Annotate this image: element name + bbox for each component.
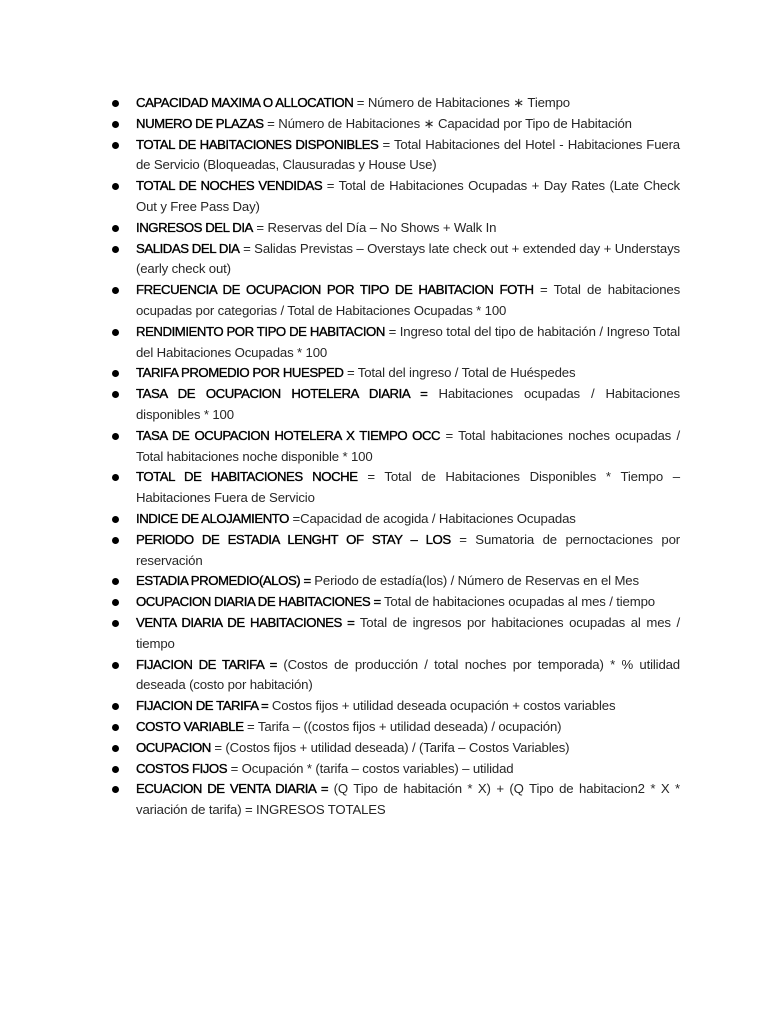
formula-term: FRECUENCIA DE OCUPACION POR TIPO DE HABITACION FOTH — [136, 282, 534, 298]
formula-term: SALIDAS DEL DIA — [136, 240, 240, 256]
formula-term: TASA DE OCUPACION HOTELERA DIARIA = — [136, 386, 428, 402]
formula-term: VENTA DIARIA DE HABITACIONES = — [136, 614, 355, 630]
list-item — [108, 613, 680, 655]
formula-definition: = Número de Habitaciones ∗ Capacidad por Tipo de Habitación — [263, 115, 632, 131]
bullet-icon — [112, 578, 119, 585]
formula-definition: (Q Tipo de habitación * X) + (Q Tipo de habitacion2 * X * variación de tarifa) = INGRESOS TOTALES — [136, 781, 680, 818]
formula-term: COSTO VARIABLE — [136, 718, 244, 734]
formula-definition: = Total del ingreso / Total de Huéspedes — [343, 365, 576, 381]
formula-term: TARIFA PROMEDIO POR HUESPED — [136, 365, 344, 381]
list-item — [108, 114, 680, 135]
formula-definition: =Capacidad de acogida / Habitaciones Ocupadas — [289, 510, 576, 526]
formula-term: TOTAL DE HABITACIONES DISPONIBLES — [136, 136, 379, 152]
bullet-icon — [112, 662, 119, 669]
formula-term: FIJACION DE TARIFA = — [136, 656, 277, 672]
bullet-icon — [112, 703, 119, 710]
formula-definition: Total de ingresos por habitaciones ocupadas al mes / tiempo — [136, 614, 680, 651]
list-item — [108, 759, 680, 780]
bullet-icon — [112, 329, 119, 336]
list-item — [108, 93, 680, 114]
list-item — [108, 280, 680, 322]
formula-term: CAPACIDAD MAXIMA O ALLOCATION — [136, 95, 354, 110]
list-item — [108, 738, 680, 759]
formula-definition: Costos fijos + utilidad deseada ocupación + costos variables — [268, 698, 616, 714]
formula-term: ESTADIA PROMEDIO(ALOS) = — [136, 573, 311, 589]
formula-definition: Habitaciones ocupadas / Habitaciones disponibles * 100 — [136, 386, 680, 422]
bullet-icon — [112, 786, 119, 793]
formula-definition: = Reservas del Día – No Shows + Walk In — [252, 219, 497, 235]
formula-definition: = Total de Habitaciones Ocupadas + Day Rates (Late Check Out y Free Pass Day) — [136, 178, 680, 214]
list-item — [108, 218, 680, 239]
list-item — [108, 655, 680, 697]
bullet-icon — [112, 100, 119, 107]
formula-definition: = Sumatoria de pernoctaciones por reservación — [136, 531, 680, 568]
list-item — [108, 384, 680, 426]
list-item — [108, 467, 680, 509]
bullet-icon — [112, 142, 119, 149]
list-item — [108, 135, 680, 177]
formula-definition: = Total de Habitaciones Disponibles * Tiempo – Habitaciones Fuera de Servicio — [136, 469, 680, 506]
bullet-icon — [112, 433, 119, 440]
bullet-icon — [112, 121, 119, 128]
formula-term: TASA DE OCUPACION HOTELERA X TIEMPO OCC — [136, 427, 441, 443]
formula-term: TOTAL DE HABITACIONES NOCHE — [136, 469, 358, 485]
list-item — [108, 239, 680, 281]
formula-term: RENDIMIENTO POR TIPO DE HABITACION — [136, 323, 385, 339]
list-item — [108, 176, 680, 218]
formula-definition: Periodo de estadía(los) / Número de Reservas en el Mes — [310, 573, 639, 589]
bullet-icon — [112, 537, 119, 544]
formula-term: INGRESOS DEL DIA — [136, 219, 253, 235]
bullet-icon — [112, 724, 119, 731]
list-item — [108, 571, 680, 592]
formula-term: TOTAL DE NOCHES VENDIDAS — [136, 178, 323, 194]
bullet-icon — [112, 183, 119, 190]
formula-definition: = Ingreso total del tipo de habitación / Ingreso Total del Habitaciones Ocupadas * 100 — [136, 323, 680, 360]
formula-list — [108, 93, 680, 821]
formula-term: INDICE DE ALOJAMIENTO — [136, 510, 289, 526]
formula-definition: = (Costos fijos + utilidad deseada) / (Tarifa – Costos Variables) — [210, 739, 570, 755]
formula-term: NUMERO DE PLAZAS — [136, 115, 264, 131]
bullet-icon — [112, 516, 119, 523]
formula-definition: = Tarifa – ((costos fijos + utilidad deseada) / ocupación) — [243, 718, 562, 734]
formula-definition: = Total habitaciones noches ocupadas / Total habitaciones noche disponible * 100 — [136, 427, 680, 464]
list-item — [108, 509, 680, 530]
formula-definition: = Total de habitaciones ocupadas por categorias / Total de Habitaciones Ocupadas * 100 — [136, 282, 681, 318]
list-item — [108, 696, 680, 717]
list-item — [108, 530, 680, 572]
bullet-icon — [112, 370, 119, 377]
formula-definition: = Ocupación * (tarifa – costos variables) – utilidad — [227, 760, 514, 776]
bullet-icon — [112, 474, 119, 481]
list-item — [108, 717, 680, 738]
formula-definition: = Número de Habitaciones ∗ Tiempo — [353, 95, 570, 110]
bullet-icon — [112, 599, 119, 606]
bullet-icon — [112, 225, 119, 232]
bullet-icon — [112, 287, 119, 294]
list-item — [108, 592, 680, 613]
bullet-icon — [112, 766, 119, 773]
formula-definition: Total de habitaciones ocupadas al mes / tiempo — [380, 594, 655, 610]
list-item — [108, 322, 680, 364]
list-item — [108, 779, 680, 821]
formula-term: ECUACION DE VENTA DIARIA = — [136, 781, 329, 797]
list-item — [108, 363, 680, 384]
formula-term: COSTOS FIJOS — [136, 760, 228, 776]
bullet-icon — [112, 745, 119, 752]
formula-definition: = Total Habitaciones del Hotel - Habitaciones Fuera de Servicio (Bloqueadas, Clausuradas y House Use) — [136, 136, 680, 173]
bullet-icon — [112, 246, 119, 253]
formula-definition: (Costos de producción / total noches por temporada) * % utilidad deseada (costo por habitación) — [136, 656, 680, 693]
formula-definition: = Salidas Previstas – Overstays late check out + extended day + Understays (early check out) — [136, 240, 680, 277]
formula-term: PERIODO DE ESTADIA LENGHT OF STAY – LOS — [136, 531, 451, 547]
formula-term: OCUPACION DIARIA DE HABITACIONES = — [136, 594, 381, 610]
bullet-icon — [112, 391, 119, 398]
formula-term: OCUPACION — [136, 739, 211, 755]
formula-term: FIJACION DE TARIFA = — [136, 698, 269, 714]
bullet-icon — [112, 620, 119, 627]
list-item — [108, 426, 680, 468]
